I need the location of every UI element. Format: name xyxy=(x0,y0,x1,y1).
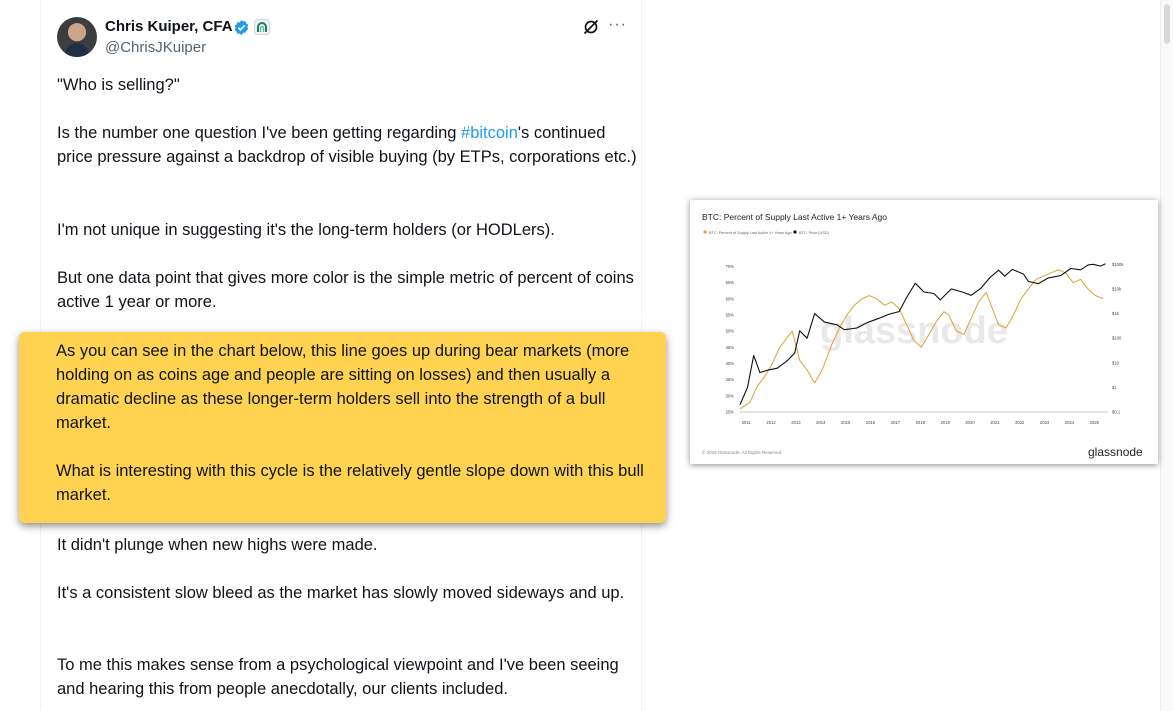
scrollbar-thumb[interactable] xyxy=(1164,4,1170,44)
paragraph-text: Is the number one question I've been getting regarding xyxy=(57,124,462,142)
paragraph: "Who is selling?" xyxy=(57,76,180,94)
y-left-tick-label: 65% xyxy=(725,280,734,286)
y-left-tick-label: 35% xyxy=(725,377,734,383)
chart-title: BTC: Percent of Supply Last Active 1+ Years Ago xyxy=(702,212,887,222)
paragraph: It didn't plunge when new highs were made. xyxy=(57,536,378,554)
paragraph: It's a consistent slow bleed as the market has slowly moved sideways and up. xyxy=(57,584,625,602)
highlight-note xyxy=(19,332,666,523)
y-left-tick-label: 60% xyxy=(725,296,734,302)
y-left-tick-label: 55% xyxy=(725,312,734,318)
paragraph: I'm not unique in suggesting it's the long-term holders (or HODLers). xyxy=(57,221,555,239)
chart-footer: © 2025 Glassnode. All Rights Reserved. xyxy=(702,450,783,455)
x-tick-label: 2023 xyxy=(1039,420,1050,425)
chart-svg xyxy=(690,200,1158,464)
legend-marker-orange xyxy=(703,230,706,233)
y-left-tick-label: 45% xyxy=(725,344,734,350)
hashtag-link[interactable]: #bitcoin xyxy=(461,124,518,142)
x-tick-label: 2013 xyxy=(791,420,801,425)
note-paragraph: What is interesting with this cycle is the relatively gentle slope down with this bull market. xyxy=(56,462,644,504)
x-tick-label: 2025 xyxy=(1089,420,1099,425)
y-left-tick-label: 70% xyxy=(725,263,734,269)
verified-badge-icon[interactable] xyxy=(233,19,250,36)
x-tick-label: 2018 xyxy=(915,420,925,425)
y-right-tick-label: $1 xyxy=(1112,384,1117,390)
y-left-tick-label: 25% xyxy=(725,409,734,415)
y-right-tick-label: $10k xyxy=(1112,286,1122,292)
x-tick-label: 2024 xyxy=(1064,420,1075,425)
x-tick-label: 2016 xyxy=(865,420,876,425)
paragraph xyxy=(57,121,637,169)
grok-icon[interactable] xyxy=(582,18,600,36)
legend-marker-black xyxy=(793,230,796,233)
scrollbar[interactable] xyxy=(1160,0,1173,711)
y-left-tick-label: 30% xyxy=(725,393,734,399)
y-right-tick-label: $100k xyxy=(1112,261,1124,267)
x-tick-label: 2022 xyxy=(1015,420,1025,425)
x-tick-label: 2014 xyxy=(816,420,826,425)
more-options-icon[interactable]: ··· xyxy=(608,16,627,33)
y-right-tick-label: $0.1 xyxy=(1112,409,1121,415)
y-right-tick-label: $1k xyxy=(1112,311,1119,317)
chart-image[interactable] xyxy=(690,200,1158,464)
x-tick-label: 2021 xyxy=(990,420,1000,425)
affiliate-badge-icon[interactable] xyxy=(254,19,270,35)
paragraph: To me this makes sense from a psychological viewpoint and I've been seeing and hearing this from people anecdotally, our clients included. xyxy=(57,656,619,698)
x-tick-label: 2012 xyxy=(766,420,776,425)
legend-label: BTC: Percent of Supply Last Active 1+ Years Ago xyxy=(709,231,792,235)
y-right-tick-label: $10 xyxy=(1112,360,1119,366)
x-tick-label: 2011 xyxy=(741,420,751,425)
x-tick-label: 2020 xyxy=(965,420,975,425)
chart-watermark: glassnode xyxy=(820,310,1008,352)
note-paragraph: As you can see in the chart below, this line goes up during bear markets (more holding on as coins age and people are sitting on losses) and then usually a dramatic decline as these longer-term holders sell into the strength of a bull market. xyxy=(56,342,630,432)
y-right-tick-label: $100 xyxy=(1112,335,1122,341)
chart-brand: glassnode xyxy=(1088,445,1143,459)
y-left-tick-label: 50% xyxy=(725,328,734,334)
avatar[interactable] xyxy=(57,17,97,57)
x-tick-label: 2017 xyxy=(890,420,901,425)
paragraph: But one data point that gives more color is the simple metric of percent of coins active 1 year or more. xyxy=(57,269,634,311)
author-handle[interactable]: @ChrisJKuiper xyxy=(105,39,207,56)
chart-legend xyxy=(703,230,828,235)
y-left-tick-label: 40% xyxy=(725,360,734,366)
legend-label: BTC: Price [USD] xyxy=(799,231,829,235)
x-tick-label: 2015 xyxy=(841,420,851,425)
paragraph-text: 's continued price pressure against a backdrop of visible buying (by ETPs, corporations etc.) xyxy=(57,124,637,166)
x-tick-label: 2019 xyxy=(940,420,950,425)
author-name[interactable]: Chris Kuiper, CFA xyxy=(105,18,233,35)
